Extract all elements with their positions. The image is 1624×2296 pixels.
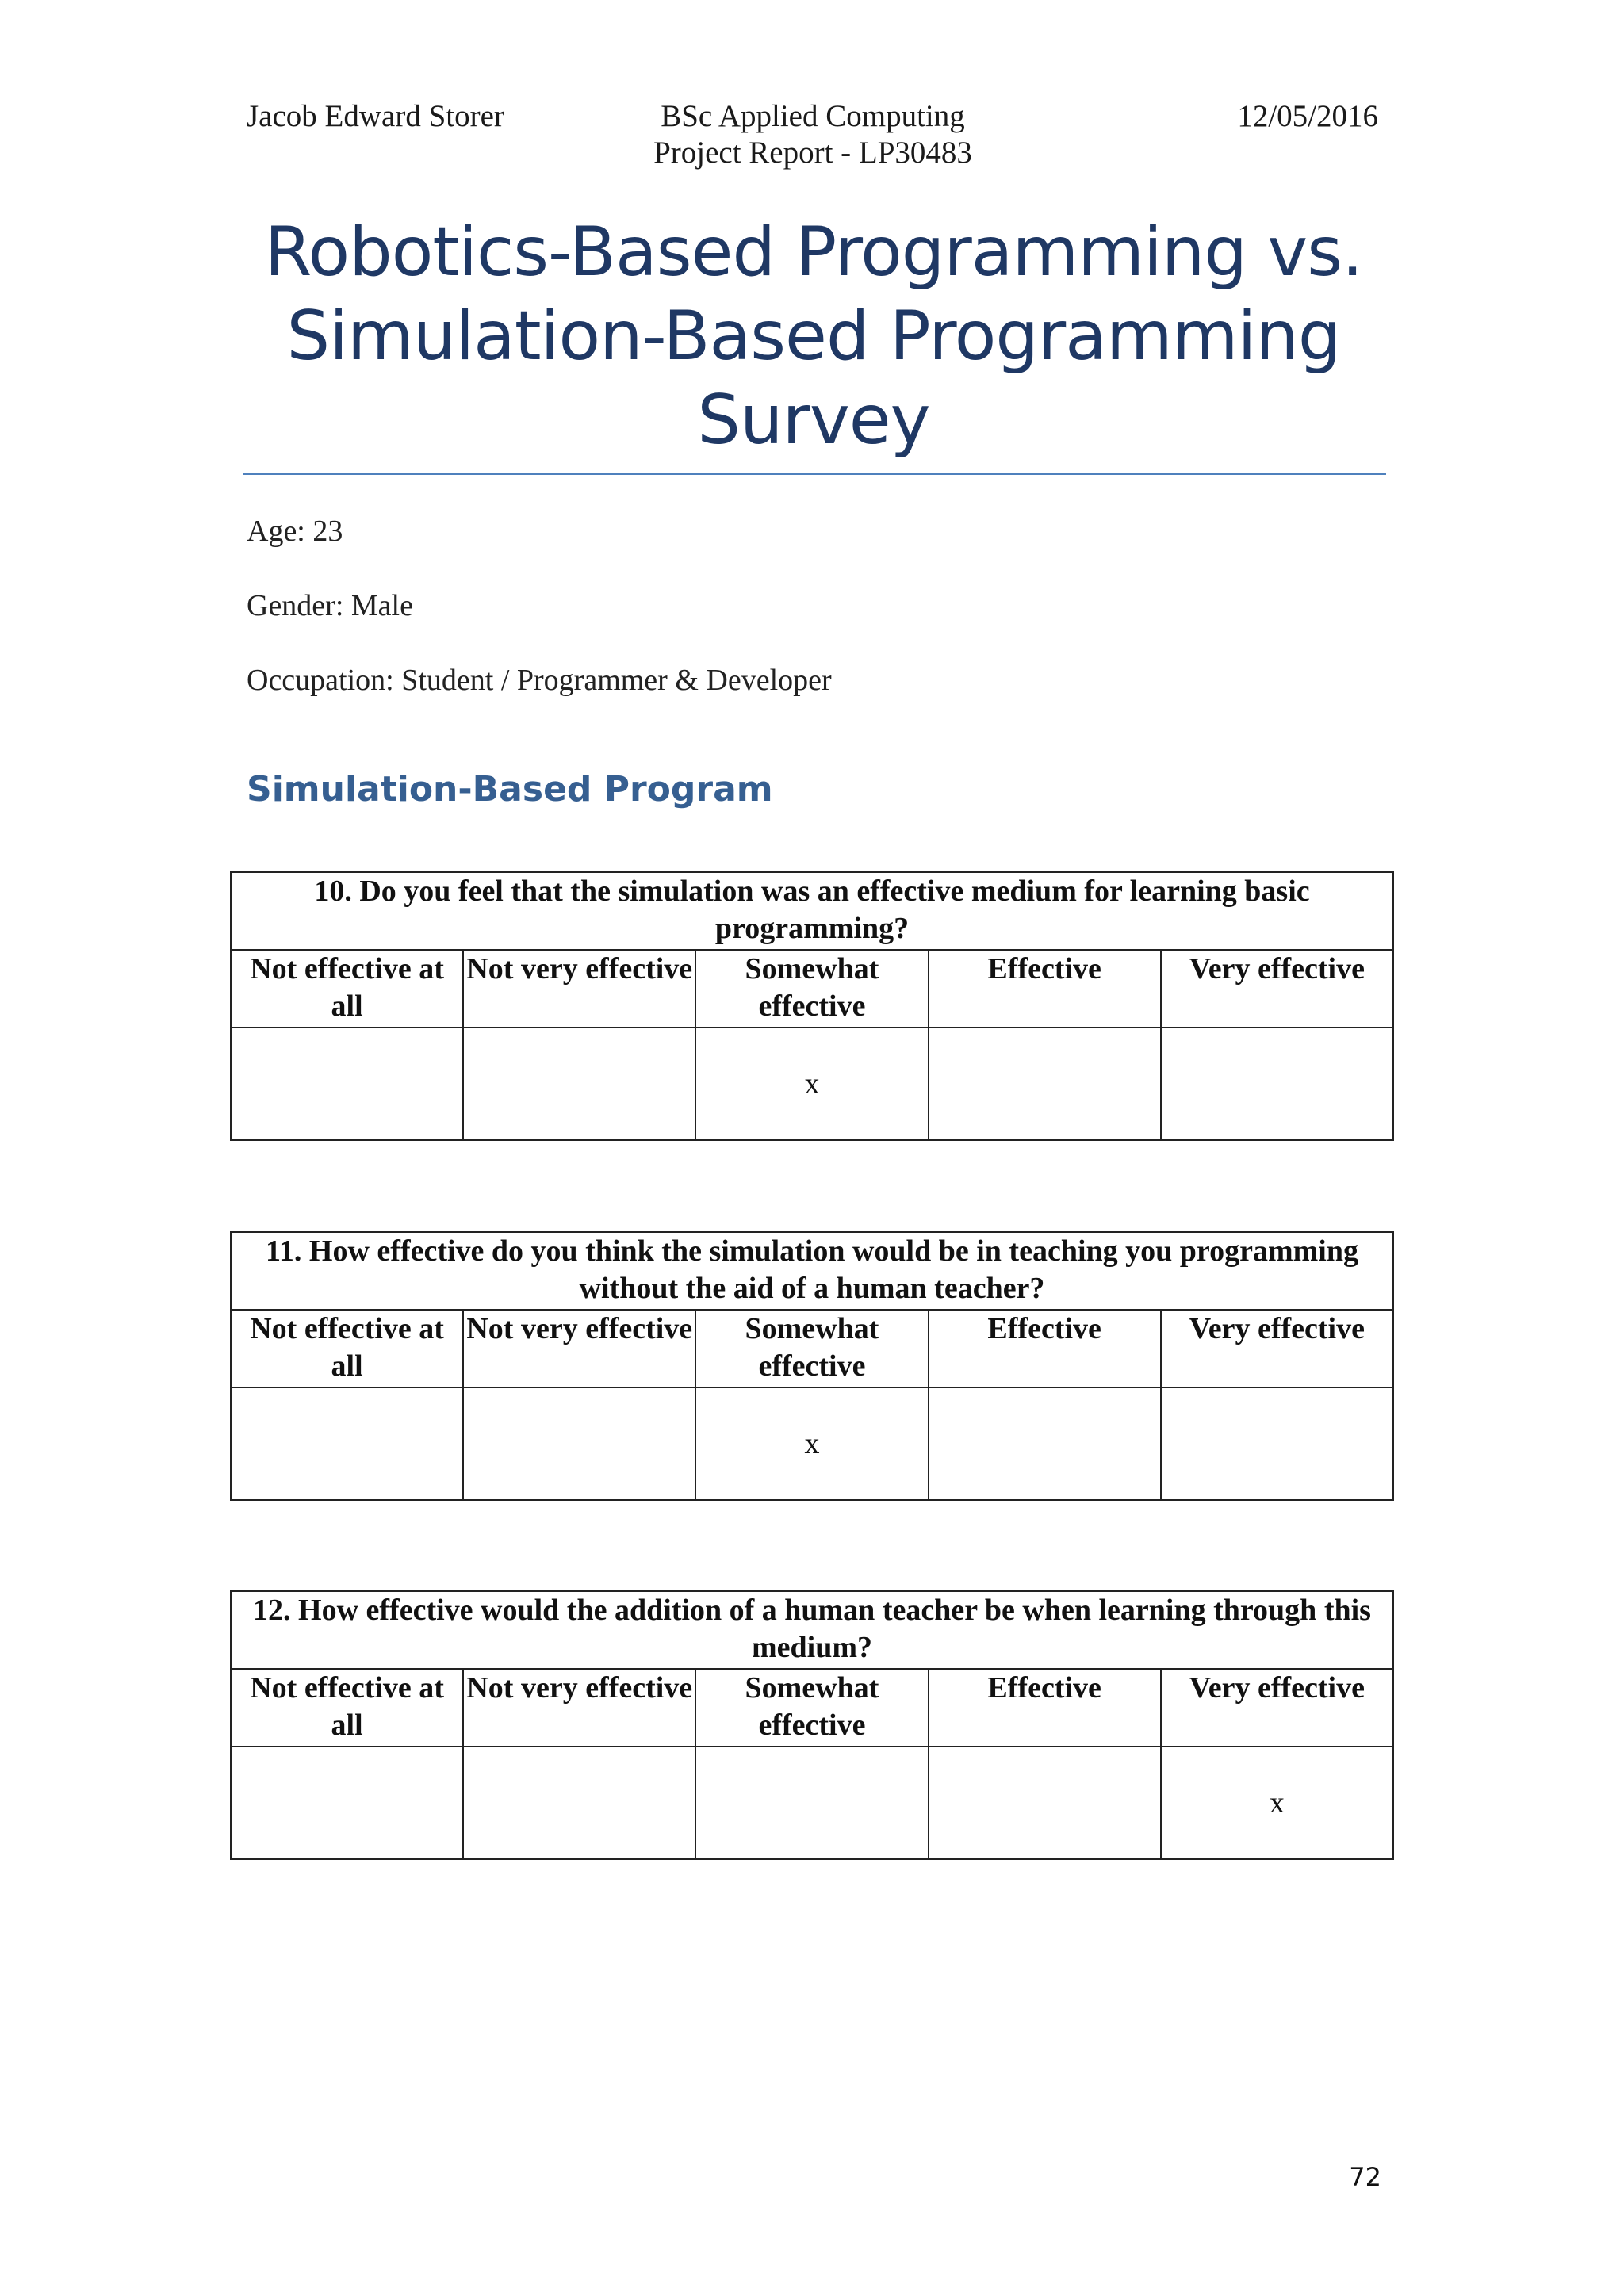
- option-very-effective: Very effective: [1161, 1310, 1393, 1387]
- answer-cell: [1161, 1387, 1393, 1500]
- option-effective: Effective: [929, 950, 1161, 1027]
- respondent-gender: Gender: Male: [247, 589, 413, 622]
- option-not-very-effective: Not very effective: [463, 1669, 695, 1747]
- options-row: [231, 950, 1393, 1027]
- header-course-line1: BSc Applied Computing: [661, 99, 965, 133]
- option-very-effective: Very effective: [1161, 950, 1393, 1027]
- option-not-effective-at-all: Not effective at all: [231, 950, 463, 1027]
- answers-row: [231, 1027, 1393, 1140]
- document-title: [243, 210, 1385, 462]
- question-text: 10. Do you feel that the simulation was an effective medium for learning basic programming?: [231, 872, 1393, 950]
- answer-cell: [463, 1027, 695, 1140]
- answers-row: [231, 1747, 1393, 1859]
- title-line-1: Robotics-Based Programming vs.: [264, 212, 1363, 292]
- question-text: 12. How effective would the addition of a human teacher be when learning through this medium?: [231, 1591, 1393, 1669]
- option-effective: Effective: [929, 1669, 1161, 1747]
- question-table-12: [230, 1590, 1394, 1860]
- answer-cell: [929, 1387, 1161, 1500]
- answer-cell: [463, 1387, 695, 1500]
- header-author: Jacob Edward Storer: [247, 99, 504, 133]
- option-not-effective-at-all: Not effective at all: [231, 1310, 463, 1387]
- answer-cell: [695, 1747, 928, 1859]
- title-line-2: Simulation-Based Programming: [286, 297, 1341, 376]
- answer-cell: x: [695, 1387, 928, 1500]
- respondent-occupation: Occupation: Student / Programmer & Developer: [247, 664, 832, 697]
- option-very-effective: Very effective: [1161, 1669, 1393, 1747]
- option-somewhat-effective: Somewhat effective: [695, 950, 928, 1027]
- option-effective: Effective: [929, 1310, 1161, 1387]
- respondent-age: Age: 23: [247, 515, 343, 548]
- option-not-very-effective: Not very effective: [463, 950, 695, 1027]
- answer-cell: [231, 1747, 463, 1859]
- section-heading: Simulation-Based Program: [247, 769, 773, 809]
- option-somewhat-effective: Somewhat effective: [695, 1669, 928, 1747]
- question-table-11: [230, 1231, 1394, 1501]
- answer-cell: [463, 1747, 695, 1859]
- header-course-line2: Project Report - LP30483: [653, 136, 972, 170]
- option-somewhat-effective: Somewhat effective: [695, 1310, 928, 1387]
- question-text: 11. How effective do you think the simulation would be in teaching you programming without the aid of a human teacher?: [231, 1232, 1393, 1310]
- page-number: 72: [1349, 2162, 1381, 2192]
- option-not-very-effective: Not very effective: [463, 1310, 695, 1387]
- options-row: [231, 1310, 1393, 1387]
- answer-cell: [929, 1027, 1161, 1140]
- option-not-effective-at-all: Not effective at all: [231, 1669, 463, 1747]
- answer-cell: [231, 1387, 463, 1500]
- answer-cell: x: [695, 1027, 928, 1140]
- options-row: [231, 1669, 1393, 1747]
- answers-row: [231, 1387, 1393, 1500]
- answer-cell: [1161, 1027, 1393, 1140]
- answer-cell: x: [1161, 1747, 1393, 1859]
- answer-cell: [929, 1747, 1161, 1859]
- title-divider: [243, 473, 1386, 475]
- answer-cell: [231, 1027, 463, 1140]
- header-date: 12/05/2016: [1237, 99, 1378, 133]
- title-line-3: Survey: [697, 381, 930, 460]
- header-course: [634, 98, 991, 171]
- question-table-10: [230, 871, 1394, 1141]
